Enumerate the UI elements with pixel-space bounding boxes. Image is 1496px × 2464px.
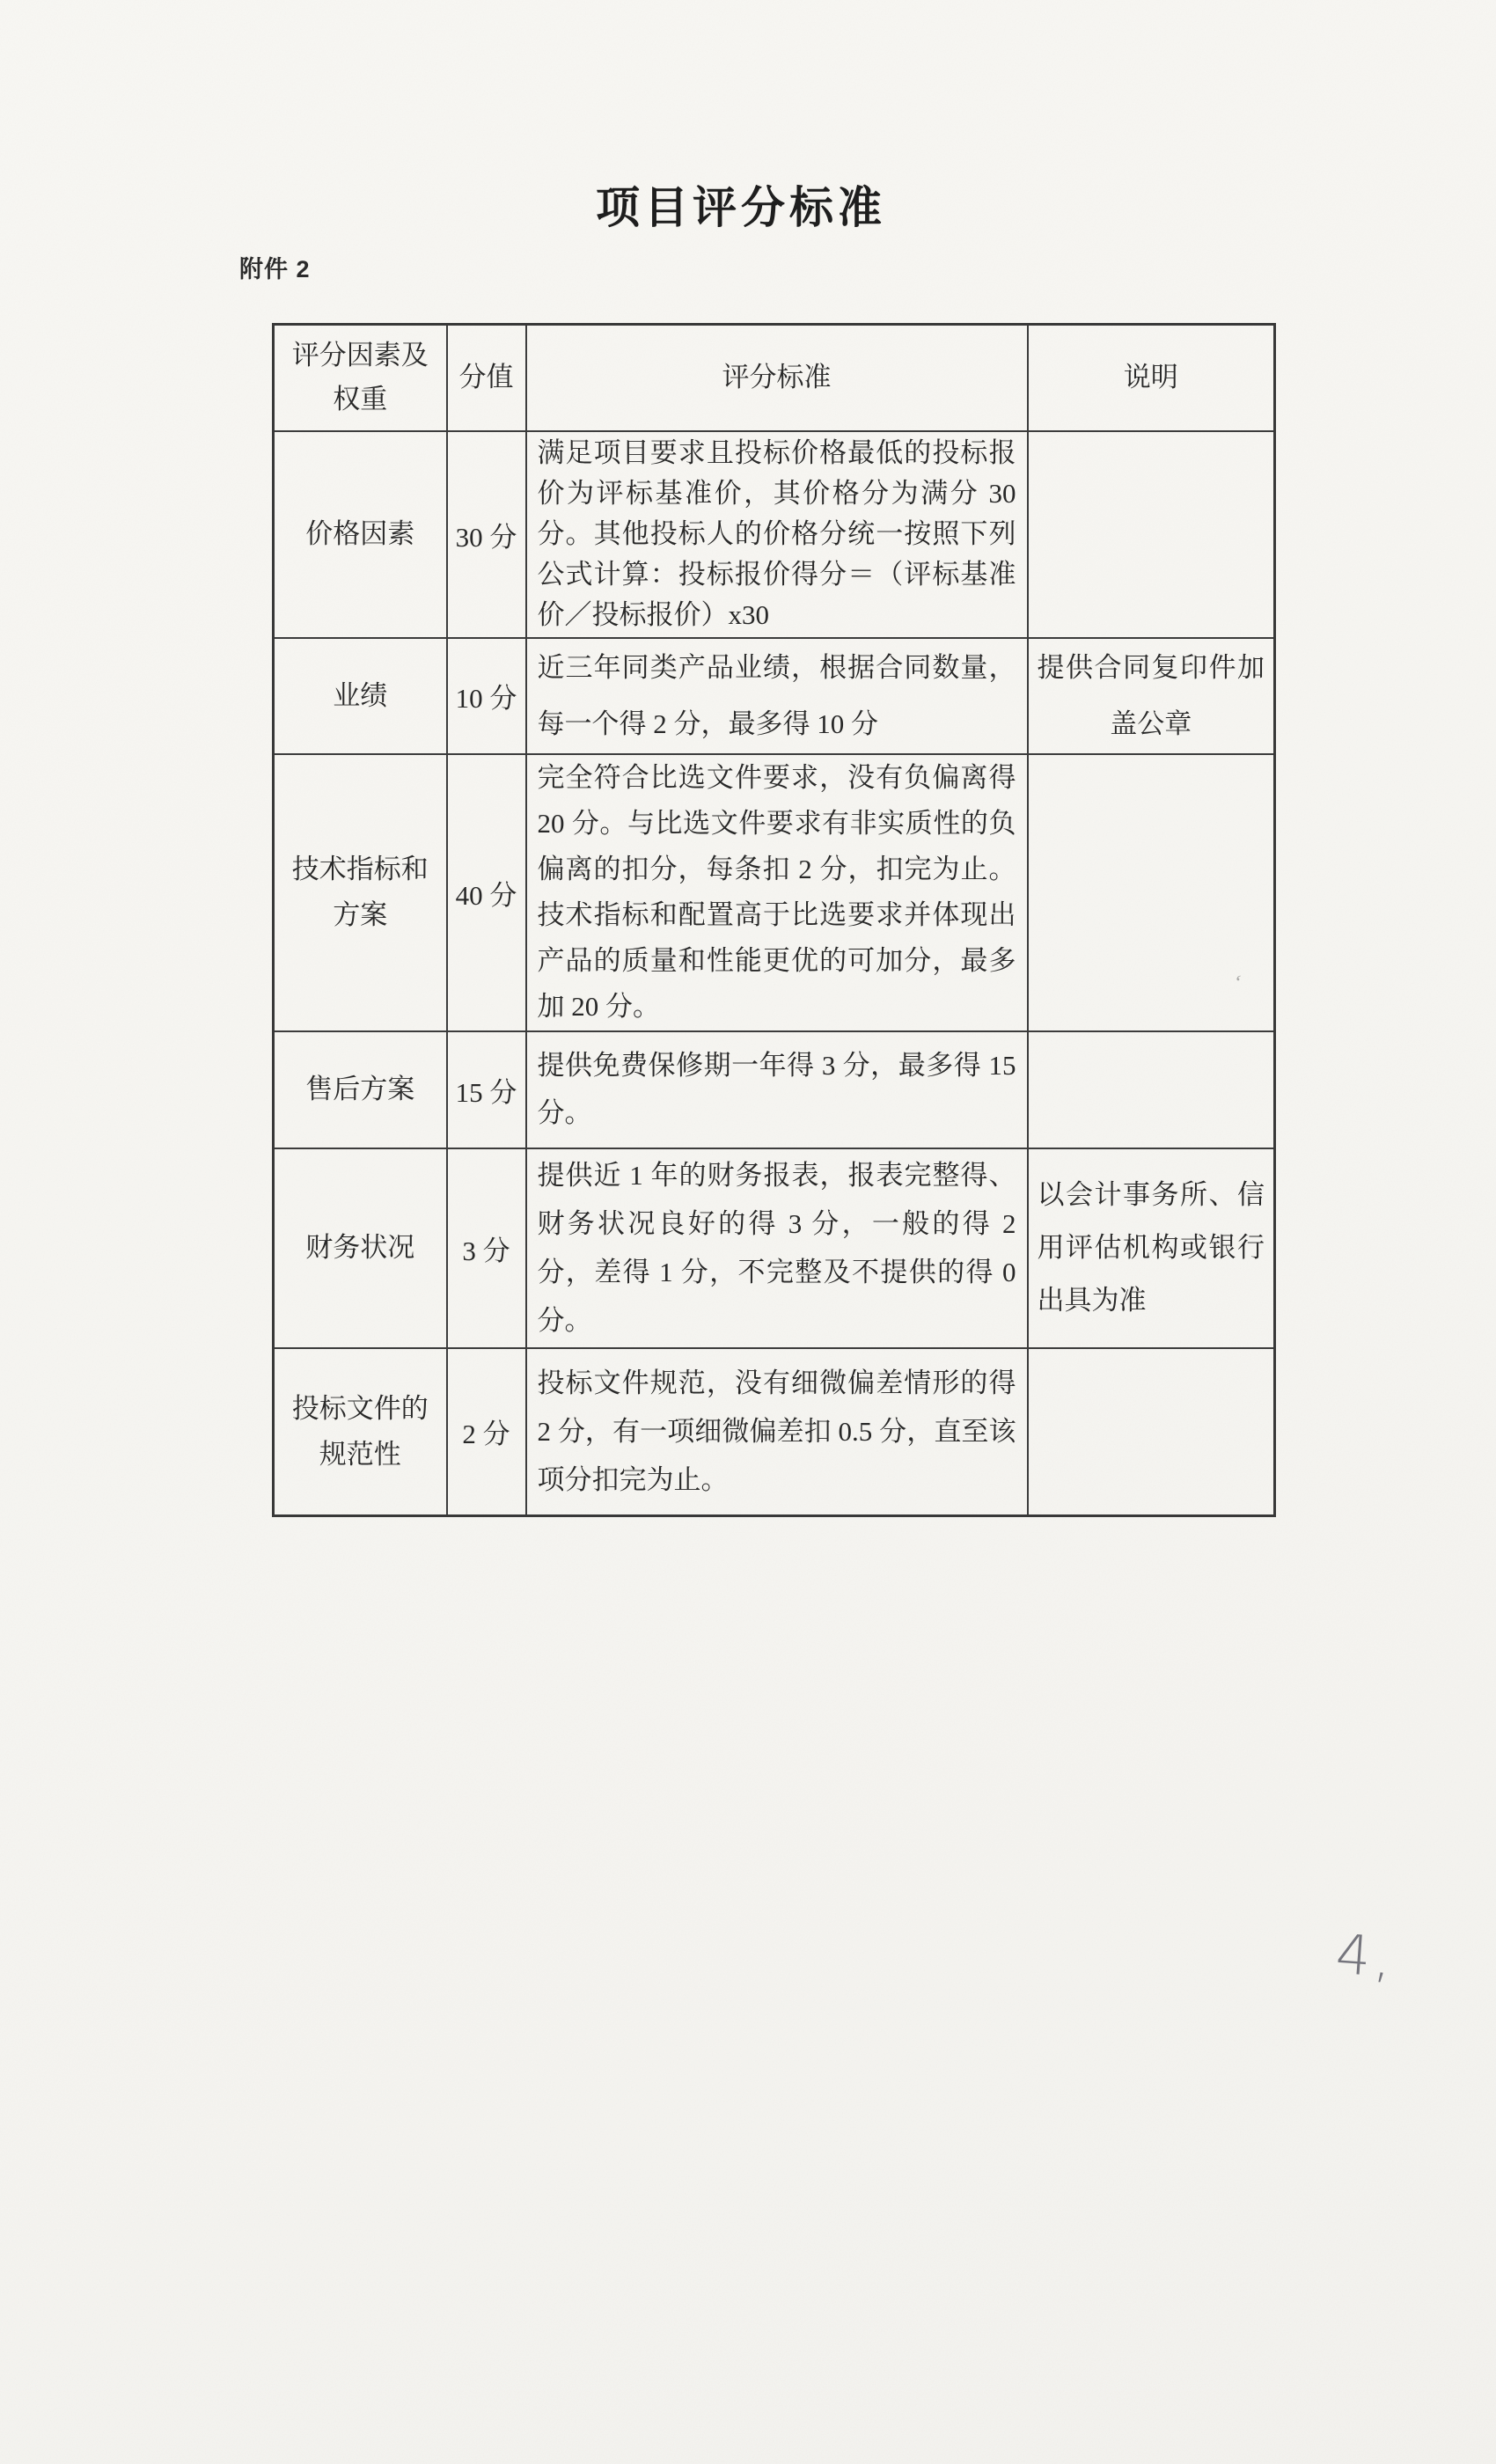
note-cell: 提供合同复印件加盖公章 bbox=[1028, 638, 1275, 754]
table-row-aftersales bbox=[274, 1031, 1275, 1148]
factor-cell: 投标文件的规范性 bbox=[274, 1348, 447, 1516]
attachment-label: 附件 2 bbox=[239, 256, 311, 282]
score-cell: 15 分 bbox=[447, 1031, 526, 1148]
criteria-cell: 提供免费保修期一年得 3 分，最多得 15 分。 bbox=[526, 1031, 1028, 1148]
score-cell: 30 分 bbox=[447, 431, 526, 638]
criteria-cell: 完全符合比选文件要求，没有负偏离得 20 分。与比选文件要求有非实质性的负偏离的扣分，每条扣 2 分，扣完为止。技术指标和配置高于比选要求并体现出产品的质量和性能更优的可加分，最多加 20 分。 bbox=[526, 754, 1028, 1031]
note-cell bbox=[1028, 431, 1275, 638]
factor-cell: 财务状况 bbox=[274, 1148, 447, 1348]
page-title: 项目评分标准 bbox=[596, 183, 886, 232]
criteria-cell: 满足项目要求且投标价格最低的投标报价为评标基准价，其价格分为满分 30 分。其他投标人的价格分统一按照下列公式计算：投标报价得分＝（评标基准价／投标报价）x30 bbox=[526, 431, 1028, 638]
table-header-row bbox=[274, 325, 1275, 431]
factor-cell: 价格因素 bbox=[274, 431, 447, 638]
factor-cell: 技术指标和方案 bbox=[274, 754, 447, 1031]
table-row-technical bbox=[274, 754, 1275, 1031]
scoring-table bbox=[272, 323, 1276, 1517]
header-score: 分值 bbox=[447, 325, 526, 431]
handwritten-page-number: 4, bbox=[1333, 1921, 1397, 1991]
factor-cell: 售后方案 bbox=[274, 1031, 447, 1148]
score-cell: 10 分 bbox=[447, 638, 526, 754]
criteria-cell: 近三年同类产品业绩，根据合同数量，每一个得 2 分，最多得 10 分 bbox=[526, 638, 1028, 754]
factor-cell: 业绩 bbox=[274, 638, 447, 754]
table-row-performance bbox=[274, 638, 1275, 754]
criteria-cell: 投标文件规范，没有细微偏差情形的得 2 分，有一项细微偏差扣 0.5 分，直至该项分扣完为止。 bbox=[526, 1348, 1028, 1516]
table-row-price bbox=[274, 431, 1275, 638]
score-cell: 40 分 bbox=[447, 754, 526, 1031]
note-cell bbox=[1028, 1348, 1275, 1516]
header-criteria: 评分标准 bbox=[526, 325, 1028, 431]
table-row-document-compliance bbox=[274, 1348, 1275, 1516]
score-cell: 3 分 bbox=[447, 1148, 526, 1348]
score-cell: 2 分 bbox=[447, 1348, 526, 1516]
header-note: 说明 bbox=[1028, 325, 1275, 431]
note-cell: 以会计事务所、信用评估机构或银行出具为准 bbox=[1028, 1148, 1275, 1348]
note-cell bbox=[1028, 1031, 1275, 1148]
criteria-cell: 提供近 1 年的财务报表，报表完整得、财务状况良好的得 3 分，一般的得 2 分，差得 1 分，不完整及不提供的得 0 分。 bbox=[526, 1148, 1028, 1348]
table-row-financial bbox=[274, 1148, 1275, 1348]
scan-speck: ‘ bbox=[1231, 971, 1243, 995]
header-factor: 评分因素及权重 bbox=[274, 325, 447, 431]
